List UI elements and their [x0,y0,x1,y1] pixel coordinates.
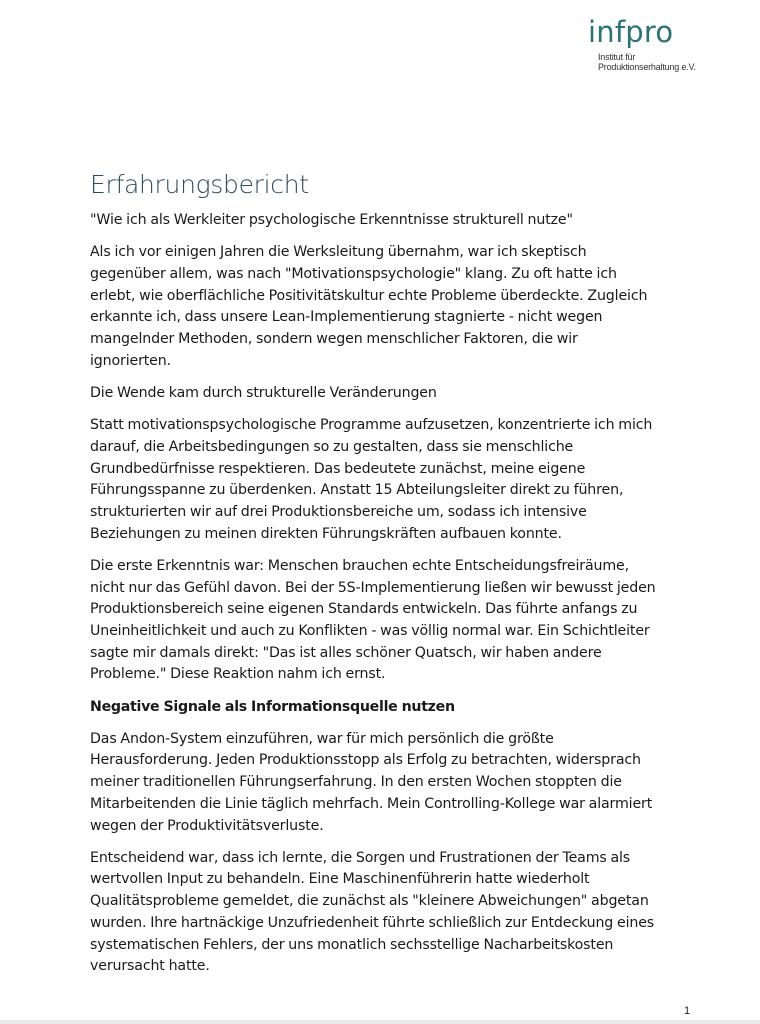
logo-subtitle-line-1: Institut für [598,52,636,62]
section-heading-1: Die Wende kam durch strukturelle Veränderungen [90,384,437,401]
logo-wordmark: infpro [588,15,674,49]
infpro-logo [588,16,748,72]
page-bottom-edge [0,1020,760,1024]
paragraph-3: Die erste Erkenntnis war: Menschen brauchen echte Entscheidungsfreiräume, nicht nur das Gefühl davon. Bei der 5S-Implementierung ließen wir bewusst jeden Produktionsbereich seine eigenen Standards entwickeln. Das führte anfangs zu Uneinheitlichkeit und auch zu Konflikten - was völlig normal war. Ein Schichtleiter sagte mir damals direkt: "Das ist alles schöner Quatsch, wir haben andere Probleme." Diese Reaktion nahm ich ernst. [90,557,656,683]
page-number: 1 [684,1005,691,1017]
document-title: Erfahrungsbericht [90,170,309,199]
paragraph-1: Als ich vor einigen Jahren die Werksleitung übernahm, war ich skeptisch gegenüber allem, was nach "Motivationspsychologie" klang. Zu oft hatte ich erlebt, wie oberflächliche Positivitätskultur echte Probleme überdeckte. Zugleich erkannte ich, dass unsere Lean-Implementierung stagnierte - nicht wegen mangelnder Methoden, sondern wegen menschlicher Faktoren, die wir ignorierten. [90,244,648,369]
paragraph-2: Statt motivationspsychologische Programme aufzusetzen, konzentrierte ich mich darauf, die Arbeitsbedingungen so zu gestalten, dass sie menschliche Grundbedürfnisse respektieren. Das bedeutete zunächst, meine eigene Führungsspanne zu überdenken. Anstatt 15 Abteilungsleiter direkt zu führen, strukturierten wir auf drei Produktionsbereiche um, sodass ich intensive Beziehungen zu meinen direkten Führungskräften aufbauen konnte. [90,417,653,542]
logo-subtitle-line-2: Produktionserhaltung e.V. [598,62,696,72]
section-heading-2: Negative Signale als Informationsquelle nutzen [90,698,455,715]
paragraph-5: Entscheidend war, dass ich lernte, die Sorgen und Frustrationen der Teams als wertvollen Input zu behandeln. Eine Maschinenführerin hatte wiederholt Qualitätsprobleme gemeldet, die zunächst als "kleinere Abweichungen" abgetan wurden. Ihre hartnäckige Unzufriedenheit führte schließlich zur Entdeckung eines systematischen Fehlers, der uns monatlich sechsstellige Nacharbeitskosten verursacht hatte. [90,849,655,975]
document-subtitle: "Wie ich als Werkleiter psychologische Erkenntnisse strukturell nutze" [90,212,573,228]
document-body [90,168,656,989]
paragraph-4: Das Andon-System einzuführen, war für mich persönlich die größte Herausforderung. Jeden Produktionsstopp als Erfolg zu betrachten, widersprach meiner traditionellen Führungserfahrung. In den ersten Wochen stoppten die Mitarbeitenden die Linie täglich mehrfach. Mein Controlling-Kollege war alarmiert wegen der Produktivitätsverluste. [90,730,653,834]
